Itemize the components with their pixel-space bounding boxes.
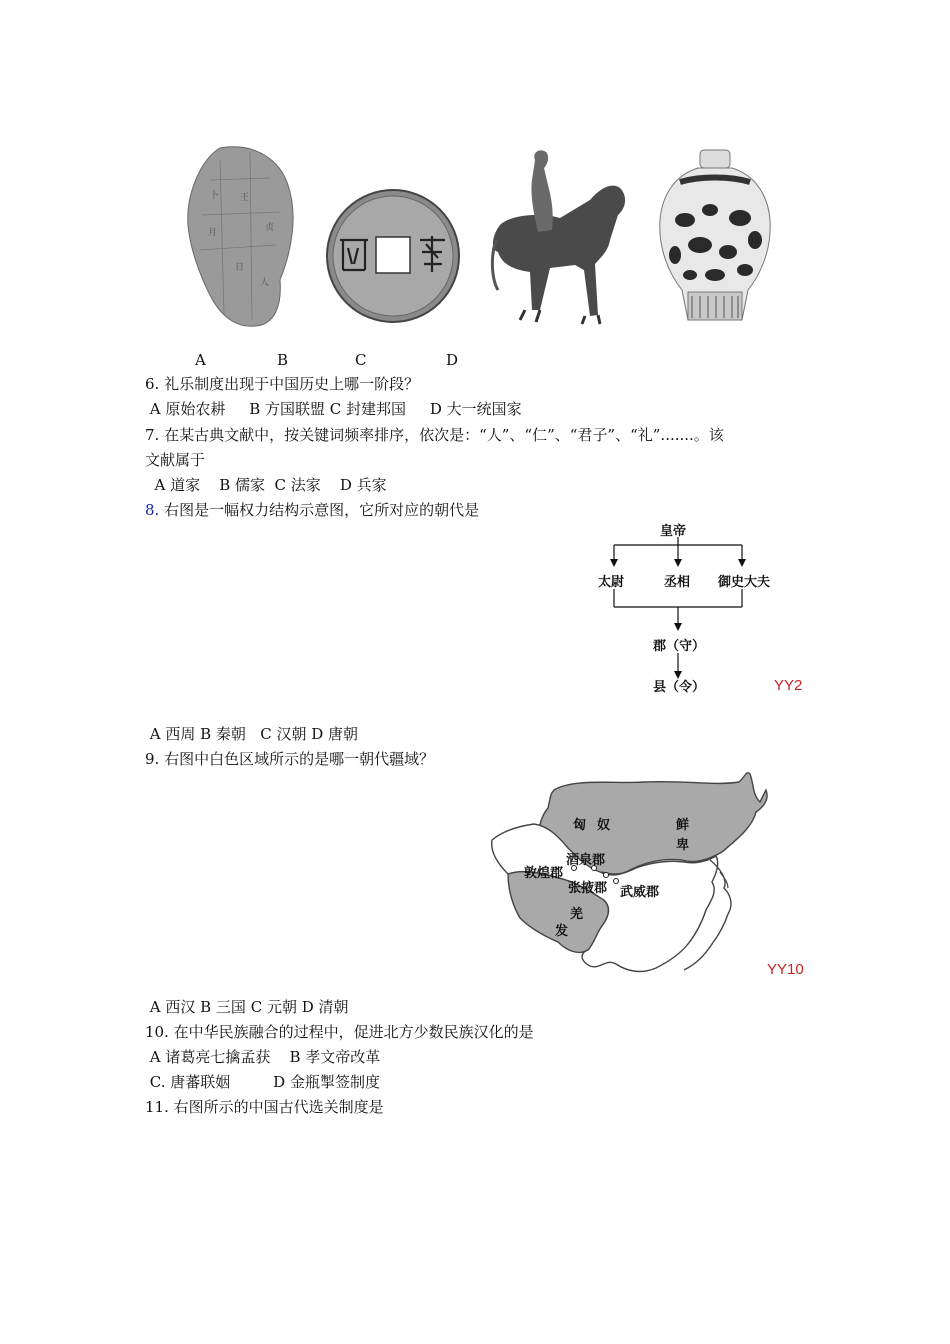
q8-options: A 西周 B 秦朝 C 汉朝 D 唐朝: [145, 725, 359, 743]
q8-question-text: 右图是一幅权力结构示意图，它所对应的朝代是: [159, 501, 480, 519]
map-code: YY10: [767, 961, 804, 978]
q9-options: A 西汉 B 三国 C 元朝 D 清朝: [145, 998, 349, 1016]
q6-options: A 原始农耕 B 方国联盟 C 封建邦国 D 大一统国家: [145, 400, 522, 418]
map-label-qiang: 羌: [570, 907, 584, 922]
map-label-zhangye: 张掖郡: [568, 881, 608, 896]
artifact-images: [180, 140, 780, 330]
q7-question-line1: 7. 在某古典文献中，按关键词频率排序，依次是：“人”、“仁”、“君子”、“礼”.......。该: [145, 426, 724, 444]
image-label-a: A: [195, 351, 206, 369]
svg-text:卜: 卜: [210, 191, 220, 201]
horse-rider-figurine-image: [492, 150, 625, 324]
diagram-connectors: [590, 515, 770, 700]
q11-question: 11. 右图所示的中国古代选关制度是: [145, 1098, 384, 1116]
svg-text:人: 人: [260, 278, 270, 288]
svg-text:贞: 贞: [265, 223, 275, 233]
q8-question: [145, 500, 479, 520]
map-label-jiuquan: 酒泉郡: [566, 853, 606, 868]
q8-number: 8.: [145, 501, 160, 519]
q10-options-line1: A 诸葛亮七擒孟获 B 孝文帝改革: [145, 1048, 381, 1066]
diagram-censor: 御史大夫: [718, 575, 771, 590]
image-label-d: D: [446, 351, 459, 369]
blue-white-vase-image: [660, 150, 770, 320]
map-label-dunhuang: 敦煌郡: [524, 866, 564, 881]
q10-options-line2: C. 唐蕃联姻 D 金瓶掣签制度: [145, 1073, 380, 1091]
ancient-coin-image: [327, 190, 459, 322]
oracle-bone-image: [188, 147, 293, 326]
svg-text:王: 王: [240, 193, 250, 203]
map-label-xiong: 匈: [573, 818, 587, 833]
diagram-taiwei: 太尉: [598, 575, 625, 590]
image-label-c: C: [355, 351, 367, 369]
q7-options: A 道家 B 儒家 C 法家 D 兵家: [145, 476, 387, 494]
diagram-emperor: 皇帝: [660, 524, 687, 539]
q9-question: 9. 右图中白色区域所示的是哪一朝代疆域？: [145, 750, 435, 768]
diagram-chancellor: 丞相: [664, 575, 691, 590]
q7-question-line2: 文献属于: [145, 451, 206, 469]
image-label-b: B: [277, 351, 289, 369]
diagram-code: YY2: [774, 677, 803, 694]
q6-question: 6. 礼乐制度出现于中国历史上哪一阶段？: [145, 375, 420, 393]
map-label-bei: 卑: [676, 838, 690, 853]
q10-question: 10. 在中华民族融合的过程中，促进北方少数民族汉化的是: [145, 1023, 534, 1041]
diagram-commandery: 郡（守）: [653, 639, 706, 654]
svg-text:日: 日: [235, 263, 245, 273]
map-label-nu: 奴: [597, 818, 611, 833]
svg-text:月: 月: [208, 228, 218, 238]
map-label-fa: 发: [555, 924, 569, 939]
map-label-xian: 鲜: [676, 818, 690, 833]
diagram-county: 县（令）: [653, 680, 706, 695]
map-label-wuwei: 武威郡: [620, 885, 660, 900]
